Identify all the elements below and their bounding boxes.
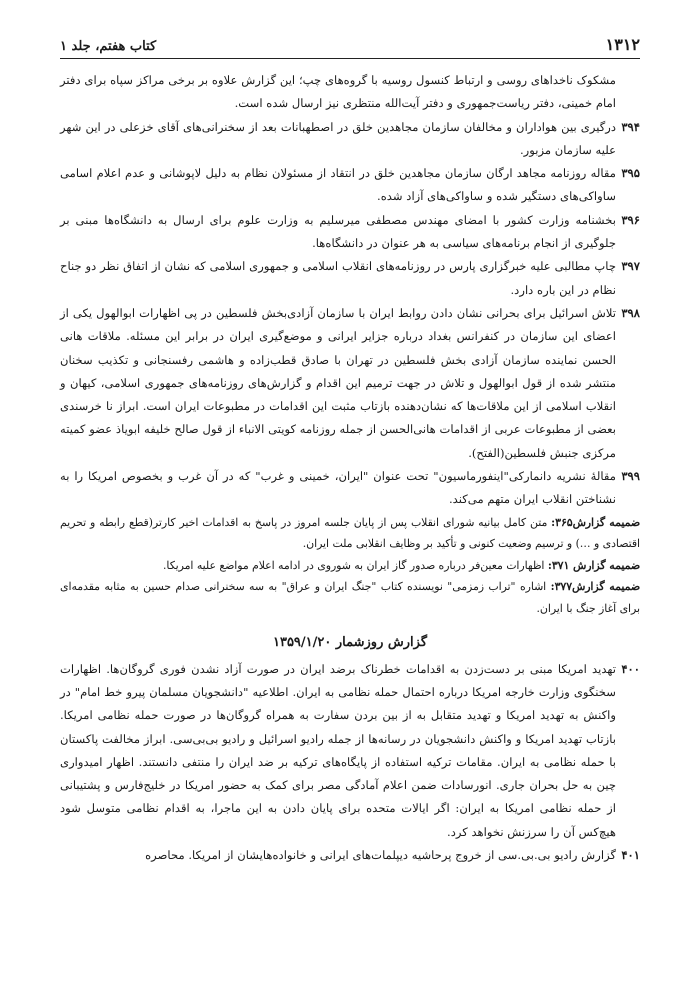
entry-400	[60, 658, 640, 844]
entry-397	[60, 255, 640, 302]
page-content	[60, 69, 640, 867]
entry-398	[60, 302, 640, 465]
entry-text: چاپ مطالبی علیه خبرگزاری پارس در روزنامه‌های انقلاب اسلامی و جمهوری اسلامی که نشان از اتفاق نظر دو جناح نظام در این باره دارد.	[60, 259, 616, 297]
entry-number: ۳۹۶	[621, 212, 640, 227]
entry-text: تهدید امریکا مبنی بر دست‌زدن به اقدامات خطرناک برضد ایران در صورت آزاد نشدن فوری گروگان‌ها. اظهارات سخنگوی وزارت خارجه امریکا درباره احتمال حمله نظامی به ایران. اطلاعیه "دانشجویان مسلمان پیرو خط امام" در واکنش به تهدید امریکا و تهدید متقابل به از بین بردن سفارت به همراه گروگان‌ها در صورت حمله نظامی امریکا. بازتاب تهدید امریکا و واکنش دانشجویان در رسانه‌ها از جمله رادیو اسرائیل و رادیو بی‌بی‌سی. ابراز مخالفت پاکستان با حمله نظامی به ایران. مقامات ترکیه استفاده از پایگاه‌های ترکیه بر ضد ایران را منتفی دانستند. اظهار امیدواری چین به حل بحران جاری. انورسادات ضمن اعلام آمادگی مصر برای کمک به حضور امریکا در خلیج‌فارس و پشتیبانی از حمله نظامی امریکا به ایران: اگر ایالات متحده برای پایان دادن به این ماجرا، به اقدام نظامی متوسل شود هیچ‌کس آن را سرزنش نخواهد کرد.	[60, 661, 616, 839]
entry-text: تلاش اسرائیل برای بحرانی نشان دادن روابط ایران با سازمان آزادی‌بخش فلسطین در پی اظهارات ابوالهول یکی از اعضای این سازمان در کنفرانس بغداد درباره جزایر ایرانی و موضع‌گیری ایران در برابر این مسئله. ملاقات هانی الحسن نماینده سازمان آزادی بخش فلسطین در تهران با صادق قطب‌زاده و هاشمی رفسنجانی و تکذیب سخنان منتشر شده از قول ابوالهول و تلاش در جهت ترمیم این اقدام و گزارش‌های روزنامه‌های جمهوری اسلامی، کیهان و انقلاب اسلامی از این ملاقات‌ها که نشان‌دهنده بازتاب مثبت این اقدامات در مطبوعات ایران است. ابراز نا خرسندی بعضی از مطبوعات عربی از اقدامات هانی‌الحسن از جمله روزنامه کویتی الانباء از قول صالح خلیفه ابویاذ عضو کمیته مرکزی جنبش فلسطین(الفتح).	[60, 305, 616, 460]
entry-continuation	[60, 69, 640, 116]
entry-number: ۳۹۸	[621, 305, 640, 320]
entry-text: مقالهٔ نشریه دانمارکی"اینفورماسیون" تحت عنوان "ایران، خمینی و غرب" که در آن غرب و بخصوص امریکا را به نشناختن انقلاب ایران متهم می‌کند.	[60, 469, 616, 507]
annex-371	[60, 555, 640, 577]
annex-377	[60, 576, 640, 619]
annex-text: اظهارات معین‌فر درباره صدور گاز ایران به شوروی در ادامه اعلام مواضع علیه امریکا.	[162, 558, 548, 572]
entry-text: گزارش رادیو بی.بی.سی از خروج پرحاشیه دیپلمات‌های ایرانی و خانواده‌هایشان از امریکا. محاصره	[145, 847, 616, 862]
page-number: ۱۳۱۲	[605, 35, 640, 54]
entry-number: ۳۹۷	[621, 259, 640, 274]
entry-text: مقاله روزنامه مجاهد ارگان سازمان مجاهدین خلق در انتقاد از مسئولان نظام به دلیل لاپوشانی و عدم اعلام اسامی ساواکی‌های دستگیر شده و ساواکی‌های آزاد شده.	[60, 166, 616, 204]
entry-text: درگیری بین هواداران و مخالفان سازمان مجاهدین خلق در اصطهبانات بعد از سخنرانی‌های آقای خزعلی در این شهر علیه سازمان مزبور.	[60, 119, 616, 157]
entry-395	[60, 162, 640, 209]
entry-399	[60, 465, 640, 512]
annex-label: ضمیمه گزارش۳۶۵:	[551, 515, 640, 529]
entry-number: ۳۹۹	[621, 469, 640, 484]
entry-number: ۴۰۰	[621, 661, 640, 676]
entry-401	[60, 844, 640, 867]
annex-365	[60, 512, 640, 555]
entry-number: ۴۰۱	[621, 847, 640, 862]
entry-number: ۳۹۵	[621, 166, 640, 181]
entry-394	[60, 116, 640, 163]
entry-text: بخشنامه وزارت کشور با امضای مهندس مصطفی میرسلیم به وزارت علوم برای ارسال به دانشگاه‌ها مبنی بر جلوگیری از انجام برنامه‌های سیاسی به هر عنوان در دانشگاه‌ها.	[60, 212, 616, 251]
document-page	[60, 30, 640, 867]
entry-number: ۳۹۴	[621, 119, 640, 134]
annex-label: ضمیمه گزارش۳۷۷:	[550, 580, 640, 594]
entry-396	[60, 209, 640, 256]
annex-text: اشاره "تراب زمزمی" نویسنده کتاب "جنگ ایران و عراق" به سه سخنرانی صدام حسین به مثابه مقدمه‌ای برای آغاز جنگ با ایران.	[60, 580, 640, 616]
section-title: گزارش روزشمار ۱۳۵۹/۱/۲۰	[272, 634, 428, 650]
book-title: کتاب هفتم، جلد ۱	[60, 39, 157, 54]
annex-label: ضمیمه گزارش ۳۷۱:	[547, 558, 640, 572]
page-header	[60, 30, 640, 59]
annex-text: متن کامل بیانیه شورای انقلاب پس از پایان جلسه امروز در پاسخ به اقدامات اخیر کارتر(قطع رابطه و تحریم اقتصادی و …) و ترسیم وضعیت کنونی و تأکید بر وظایف انقلابی ملت ایران.	[60, 515, 640, 551]
entry-text: مشکوک ناخداهای روسی و ارتباط کنسول روسیه با گروه‌های چپ؛ این گزارش علاوه بر برخی مراکز سپاه برای دفتر امام خمینی، دفتر ریاست‌جمهوری و دفتر آیت‌الله منتظری نیز ارسال شده است.	[60, 73, 616, 111]
